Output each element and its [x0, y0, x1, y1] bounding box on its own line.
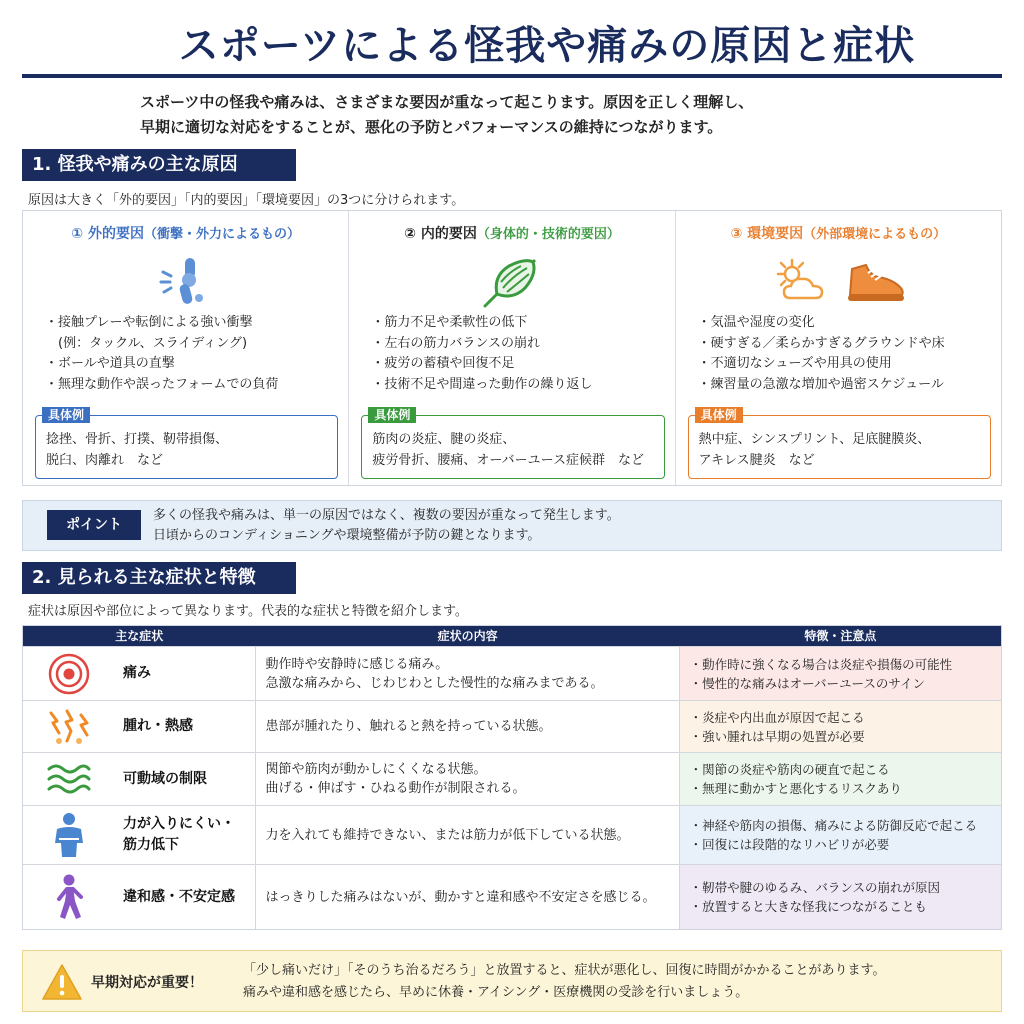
- list-item: ・気温や湿度の変化: [697, 315, 815, 330]
- intro-line: 早期に適切な対応をすることが、悪化の予防とパフォーマンスの維持につながります。: [140, 118, 723, 136]
- table-row: [23, 700, 1001, 752]
- table-row: [23, 864, 1001, 929]
- cause-title-main: ② 内的要因: [404, 226, 477, 242]
- column-header: 主な症状: [115, 629, 164, 643]
- content-cell: [256, 701, 680, 752]
- cause-title: [676, 223, 1001, 243]
- cause-list: [45, 313, 340, 395]
- symptom-name-line: 腫れ・熱感: [123, 718, 193, 734]
- causes-panel: [22, 210, 1002, 486]
- content-line: 関節や筋肉が動かしにくくなる状態。: [265, 762, 487, 777]
- title-divider: [22, 74, 1002, 78]
- list-item: ・無理な動作や誤ったフォームでの負荷: [45, 376, 279, 392]
- example-line: アキレス腱炎 など: [698, 453, 815, 468]
- intro-text: [140, 90, 960, 140]
- example-box: [35, 408, 338, 479]
- muscle-icon: [349, 251, 674, 311]
- swelling-heat-icon: [45, 703, 93, 751]
- symptom-name-line: 筋力低下: [123, 837, 179, 853]
- symptom-name: [123, 716, 193, 737]
- note-line: ・放置すると大きな怪我につながることも: [689, 899, 927, 914]
- content-cell: [256, 647, 680, 700]
- note-line: ・炎症や内出血が原因で起こる: [689, 709, 865, 725]
- table-row: [23, 752, 1001, 805]
- warning-text: [243, 960, 885, 1004]
- sun-cloud-icon: [770, 256, 830, 306]
- example-line: 熱中症、シンスプリント、足底腱膜炎、: [698, 432, 931, 447]
- example-line: 筋肉の炎症、腱の炎症、: [372, 432, 516, 447]
- warning-title: 早期対応が重要！: [91, 975, 203, 991]
- content-cell: [256, 753, 680, 805]
- symptom-cell: [23, 753, 256, 805]
- example-label: 具体例: [695, 407, 743, 423]
- section2-heading: 2. 見られる主な症状と特徴: [22, 562, 296, 594]
- list-item: ・筋力不足や柔軟性の低下: [371, 315, 528, 330]
- note-line: ・関節の炎症や筋肉の硬直で起こる: [689, 762, 890, 777]
- table-row: [23, 805, 1001, 864]
- table-row: [23, 646, 1001, 700]
- section2-subtitle: 症状は原因や部位によって異なります。代表的な症状と特徴を紹介します。: [28, 604, 468, 619]
- list-item: ・疲労の蓄積や回復不足: [371, 356, 515, 371]
- content-line: 患部が腫れたり、触れると熱を持っている状態。: [265, 719, 552, 734]
- cause-title-main: ③ 環境要因: [730, 226, 804, 242]
- symptom-cell: [23, 865, 256, 929]
- column-header: 特徴・注意点: [804, 629, 877, 643]
- cause-title-paren: （衝撃・外力によるもの）: [144, 227, 301, 242]
- content-cell: [256, 806, 680, 864]
- page-title: スポーツによる怪我や痛みの原因と症状: [178, 23, 916, 69]
- cause-environment: [676, 211, 1001, 485]
- cause-external: [23, 211, 349, 485]
- point-line: 日頃からのコンディショニングや環境整備が予防の鍵となります。: [153, 528, 541, 543]
- content-line: 力を入れても維持できない、または筋力が低下している状態。: [265, 827, 630, 843]
- weather-shoe-icon: [676, 251, 1001, 311]
- note-line: ・動作時に強くなる場合は炎症や損傷の可能性: [689, 656, 953, 672]
- list-item: ・練習量の急激な増加や過密スケジュール: [697, 376, 944, 392]
- symptom-name-line: 可動域の制限: [123, 770, 207, 787]
- symptom-name: [123, 769, 207, 790]
- example-line: 捻挫、骨折、打撲、靭帯損傷、: [46, 432, 229, 447]
- list-item: ・技術不足や間違った動作の繰り返し: [371, 376, 593, 392]
- cause-title-paren: （身体的・技術的要因）: [476, 227, 620, 242]
- symptom-name: [123, 814, 235, 856]
- cause-title-paren: （外部環境によるもの）: [803, 227, 947, 242]
- point-badge: ポイント: [47, 510, 141, 540]
- symptom-cell: [23, 701, 256, 752]
- symptom-table: [22, 625, 1002, 930]
- shoe-icon: [844, 257, 906, 305]
- intro-line: スポーツ中の怪我や痛みは、さまざまな要因が重なって起こります。原因を正しく理解し、: [140, 93, 754, 111]
- cause-list: [371, 313, 666, 395]
- list-item: ・接触プレーや転倒による強い衝撃: [45, 315, 253, 330]
- notes-cell: [680, 647, 1001, 700]
- note-line: ・回復には段階的なリハビリが必要: [689, 837, 890, 852]
- symptom-name-line: 力が入りにくい・: [123, 816, 235, 832]
- note-line: ・無理に動かすと悪化するリスクあり: [689, 781, 902, 796]
- warning-line: 「少し痛いだけ」「そのうち治るだろう」と放置すると、症状が悪化し、回復に時間がかかることがあります。: [243, 963, 886, 978]
- example-box: [688, 408, 991, 479]
- list-item: ・不適切なシューズや用具の使用: [697, 356, 892, 371]
- example-text: [372, 429, 655, 471]
- example-label: 具体例: [368, 407, 416, 423]
- content-line: はっきりした痛みはないが、動かすと違和感や不安定さを感じる。: [265, 889, 656, 905]
- list-item: ・ボールや道具の直撃: [45, 356, 175, 371]
- cause-title: [23, 223, 348, 243]
- content-line: 急激な痛みから、じわじわとした慢性的な痛みまである。: [265, 675, 604, 691]
- warning-triangle-icon: [41, 963, 83, 1005]
- note-line: ・靭帯や腱のゆるみ、バランスの崩れが原因: [689, 880, 941, 895]
- warning-line: 痛みや違和感を感じたら、早めに休養・アイシング・医療機関の受診を行いましょう。: [243, 985, 749, 1000]
- note-line: ・慢性的な痛みはオーバーユースのサイン: [689, 675, 926, 691]
- point-box: [22, 500, 1002, 551]
- example-line: 疲労骨折、腰痛、オーバーユース症候群 など: [372, 453, 645, 468]
- symptom-name: [123, 663, 151, 684]
- cause-title: [349, 223, 674, 243]
- weak-person-icon: [45, 811, 93, 859]
- list-item: ・左右の筋力バランスの崩れ: [371, 335, 540, 351]
- note-line: ・神経や筋肉の損傷、痛みによる防御反応で起こる: [689, 818, 978, 833]
- cause-list: [698, 313, 993, 395]
- notes-cell: [680, 806, 1001, 864]
- symptom-name-line: 痛み: [123, 665, 151, 681]
- example-line: 脱臼、肉離れ など: [46, 453, 164, 468]
- joint-impact-icon: [23, 251, 348, 311]
- warning-box: [22, 950, 1002, 1012]
- symptom-name: [123, 887, 235, 908]
- notes-cell: [680, 753, 1001, 805]
- symptom-name-line: 違和感・不安定感: [123, 888, 235, 905]
- unstable-walk-icon: [45, 873, 93, 921]
- example-label: 具体例: [42, 407, 90, 423]
- content-line: 動作時や安静時に感じる痛み。: [265, 656, 449, 672]
- notes-cell: [680, 865, 1001, 929]
- list-item: (例：タックル、スライディング): [45, 335, 248, 351]
- cause-internal: [349, 211, 675, 485]
- content-line: 曲げる・伸ばす・ひねる動作が制限される。: [265, 781, 526, 796]
- table-header: [23, 626, 1001, 646]
- example-text: [699, 429, 982, 471]
- section1-heading: 1. 怪我や痛みの主な原因: [22, 149, 296, 181]
- column-header: 症状の内容: [437, 629, 498, 643]
- symptom-cell: [23, 647, 256, 700]
- note-line: ・強い腫れは早期の処置が必要: [689, 728, 865, 744]
- section1-subtitle: 原因は大きく「外的要因」「内的要因」「環境要因」の3つに分けられます。: [28, 193, 465, 208]
- notes-cell: [680, 701, 1001, 752]
- cause-title-main: ① 外的要因: [71, 226, 145, 242]
- content-cell: [256, 865, 680, 929]
- target-pain-icon: [45, 650, 93, 698]
- point-text: [153, 506, 620, 546]
- list-item: ・硬すぎる／柔らかすぎるグラウンドや床: [697, 335, 945, 351]
- point-line: 多くの怪我や痛みは、単一の原因ではなく、複数の要因が重なって発生します。: [153, 508, 620, 523]
- example-box: [361, 408, 664, 479]
- limited-motion-icon: [45, 755, 93, 803]
- example-text: [46, 429, 329, 471]
- symptom-cell: [23, 806, 256, 864]
